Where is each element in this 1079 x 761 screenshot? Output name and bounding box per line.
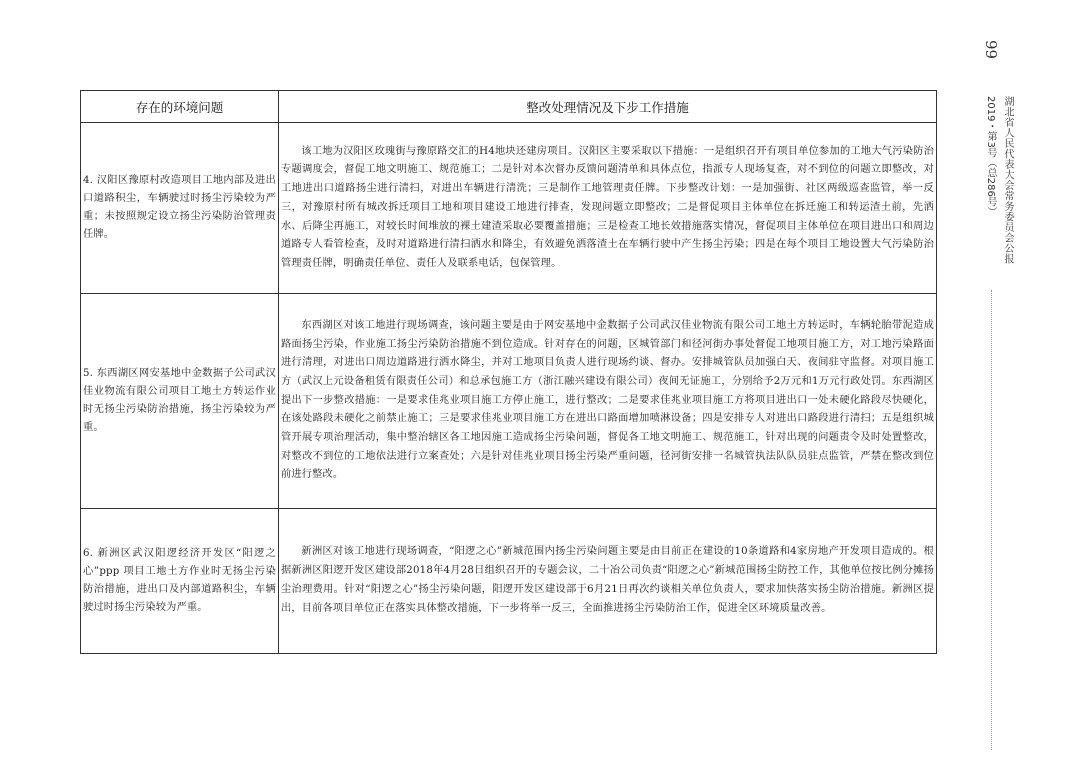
table-row <box>81 123 937 294</box>
measure-cell: 东西湖区对该工地进行现场调查，该问题主要是由于网安基地中金数据子公司武汉佳业物流有限公司工地土方转运时，车辆轮胎带泥造成路面扬尘污染，作业施工扬尘污染防治措施不到位造成。针对存在的问题，区城管部门和径河街办事处督促工地项目施工方，对工地污染路面进行清理，对进出口周边道路进行洒水降尘，并对工地项目负责人进行现场约谈、督办。安排城管队员加强白天、夜间驻守监督。对项目施工方（武汉上元设备租赁有限责任公司）和总承包施工方（浙江融兴建设有限公司）夜间无证施工，分别给予2万元和1万元行政处罚。东西湖区提出下一步整改措施：一是要求佳兆业项目施工方停止施工，进行整改；二是要求佳兆业项目施工方将项目进出口一处未硬化路段尽快硬化，在该处路段未硬化之前禁止施工；三是要求佳兆业项目施工方在进出口路面增加喷淋设备；四是安排专人对进出口路段进行清扫；五是组织城管开展专项治理活动，集中整治辖区各工地因施工造成扬尘污染问题，督促各工地文明施工、规范施工，针对出现的问题责令及时处置整改，对整改不到位的工地依法进行立案查处；六是针对佳兆业项目扬尘污染严重问题，径河街安排一名城管执法队队员驻点监管，严禁在整改到位前进行整改。 <box>279 294 937 508</box>
journal-title: 湖北省人民代表大会常务委员会公报 <box>1002 96 1013 264</box>
issue-cell: 6. 新洲区武汉阳逻经济开发区“阳逻之心”ppp 项目工地土方作业时无扬尘污染防治措施，进出口及内部道路积尘，车辆驶过时扬尘污染较为严重。 <box>81 508 279 653</box>
table-row <box>81 294 937 508</box>
margin-dotted-line <box>991 290 992 750</box>
measure-cell: 新洲区对该工地进行现场调查，“阳逻之心”新城范围内扬尘污染问题主要是由目前正在建设的10条道路和4家房地产开发项目造成的。根据新洲区阳逻开发区建设部2018年4月28日组织召开的专题会议，二十冶公司负责“阳逻之心”新城范围扬尘防控工作，其他单位按比例分摊扬尘治理费用。针对“阳逻之心”扬尘污染问题，阳逻开发区建设部于6月21日再次约谈相关单位负责人，要求加快落实扬尘防治措施。新洲区提出，目前各项目单位正在落实具体整改措施，下一步将举一反三，全面推进扬尘污染防治工作，促进全区环境质量改善。 <box>279 508 937 653</box>
column-header-measure: 整改处理情况及下步工作措施 <box>279 91 937 123</box>
issue-cell: 5. 东西湖区网安基地中金数据子公司武汉佳业物流有限公司项目工地土方转运作业时无扬尘污染防治措施，扬尘污染较为严重。 <box>81 294 279 508</box>
issue-cell: 4. 汉阳区豫原村改造项目工地内部及进出口道路积尘，车辆驶过时扬尘污染较为严重；未按照规定设立扬尘污染防治管理责任牌。 <box>81 123 279 294</box>
table-header-row <box>81 91 937 123</box>
column-header-issue: 存在的环境问题 <box>81 91 279 123</box>
issue-number: 2019・第3号（总286号） <box>985 96 996 217</box>
rectification-table <box>80 90 937 654</box>
table-row <box>81 508 937 653</box>
page-number: 99 <box>982 40 1000 60</box>
measure-cell: 该工地为汉阳区玫瑰街与豫原路交汇的H4地块还建房项目。汉阳区主要采取以下措施：一是组织召开有项目单位参加的工地大气污染防治专题调度会，督促工地文明施工、规范施工；二是针对本次督办反馈问题清单和具体点位，指派专人现场复查，对不到位的问题立即整改，对工地进出口道路扬尘进行清扫，对进出车辆进行清洗；三是制作工地管理责任牌。下步整改计划：一是加强街、社区两级巡查监管，举一反三，对豫原村所有城改拆迁项目工地和项目建设工地进行排查，发现问题立即整改；二是督促项目主体单位在拆迁施工和转运渣土前，先洒水、后降尘再施工，对较长时间堆放的裸土建渣采取必要覆盖措施；三是检查工地长效措施落实情况，督促项目主体单位在项目进出口和周边道路专人看管检查，及时对道路进行清扫洒水和降尘，有效避免洒落渣土在车辆行驶中产生扬尘污染；四是在每个项目工地设置大气污染防治管理责任牌，明确责任单位、责任人及联系电话，包保管理。 <box>279 123 937 294</box>
